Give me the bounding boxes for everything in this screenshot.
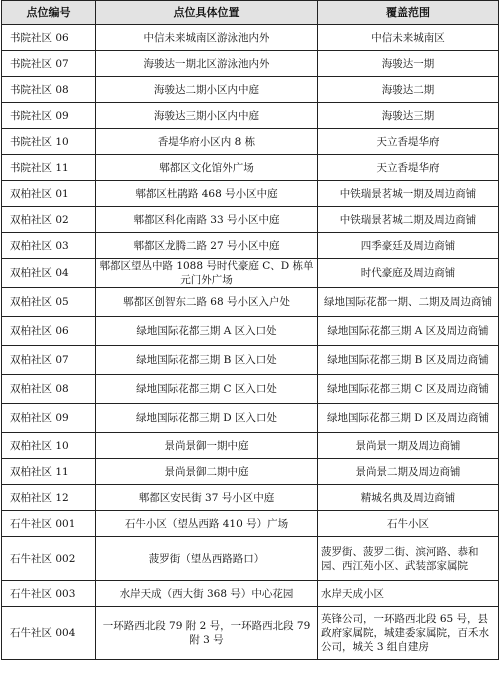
cell-location: 中信未来城南区游泳池内外: [96, 25, 318, 51]
cell-coverage: 海骏达二期: [318, 77, 499, 103]
cell-location: 石牛小区（望丛西路 410 号）广场: [96, 511, 318, 537]
table-row: [2, 77, 499, 103]
cell-location: 郫都区龙腾二路 27 号小区中庭: [96, 233, 318, 259]
cell-location: 郫都区杜鹃路 468 号小区中庭: [96, 181, 318, 207]
table-row: [2, 346, 499, 375]
cell-coverage: 景尚景一期及周边商铺: [318, 433, 499, 459]
cell-point-id: 双柏社区 03: [2, 233, 96, 259]
cell-location: 绿地国际花都三期 B 区入口处: [96, 346, 318, 375]
table-row: [2, 207, 499, 233]
cell-location: 海骏达二期小区内中庭: [96, 77, 318, 103]
cell-point-id: 石牛社区 003: [2, 581, 96, 607]
cell-location: 郫都区望丛中路 1088 号时代豪庭 C、D 栋单元门外广场: [96, 259, 318, 288]
table-row: [2, 404, 499, 433]
cell-point-id: 书院社区 06: [2, 25, 96, 51]
cell-location: 绿地国际花都三期 D 区入口处: [96, 404, 318, 433]
cell-coverage: 中铁瑞景茗城一期及周边商铺: [318, 181, 499, 207]
table-row: [2, 581, 499, 607]
cell-coverage: 景尚景二期及周边商铺: [318, 459, 499, 485]
cell-coverage: 绿地国际花都三期 B 区及周边商铺: [318, 346, 499, 375]
cell-point-id: 双柏社区 10: [2, 433, 96, 459]
table-row: [2, 51, 499, 77]
cell-coverage: 天立香堤华府: [318, 129, 499, 155]
cell-coverage: 水岸天成小区: [318, 581, 499, 607]
table-row: [2, 375, 499, 404]
table-row: [2, 129, 499, 155]
cell-point-id: 书院社区 09: [2, 103, 96, 129]
cell-location: 水岸天成（西大街 368 号）中心花园: [96, 581, 318, 607]
cell-point-id: 双柏社区 07: [2, 346, 96, 375]
cell-coverage: 绿地国际花都三期 A 区及周边商铺: [318, 317, 499, 346]
cell-location: 景尚景御一期中庭: [96, 433, 318, 459]
cell-location: 郫都区科化南路 33 号小区中庭: [96, 207, 318, 233]
cell-coverage: 时代豪庭及周边商铺: [318, 259, 499, 288]
cell-coverage: 海骏达三期: [318, 103, 499, 129]
table-row: [2, 459, 499, 485]
cell-coverage: 中铁瑞景茗城二期及周边商铺: [318, 207, 499, 233]
cell-location: 菠罗街（望丛西路路口）: [96, 537, 318, 581]
cell-point-id: 双柏社区 04: [2, 259, 96, 288]
header-coverage: 覆盖范围: [318, 1, 499, 25]
cell-point-id: 双柏社区 11: [2, 459, 96, 485]
cell-location: 海骏达三期小区内中庭: [96, 103, 318, 129]
cell-point-id: 双柏社区 08: [2, 375, 96, 404]
cell-coverage: 四季豪廷及周边商铺: [318, 233, 499, 259]
table-row: [2, 511, 499, 537]
cell-point-id: 双柏社区 06: [2, 317, 96, 346]
cell-point-id: 石牛社区 004: [2, 607, 96, 660]
table-row: [2, 433, 499, 459]
cell-coverage: 石牛小区: [318, 511, 499, 537]
table-row: [2, 537, 499, 581]
cell-location: 郫都区文化馆外广场: [96, 155, 318, 181]
cell-coverage: 海骏达一期: [318, 51, 499, 77]
cell-location: 一环路西北段 79 附 2 号，一环路西北段 79 附 3 号: [96, 607, 318, 660]
cell-point-id: 双柏社区 05: [2, 288, 96, 317]
monitoring-points-table: [1, 0, 499, 660]
cell-coverage: 天立香堤华府: [318, 155, 499, 181]
cell-point-id: 双柏社区 09: [2, 404, 96, 433]
cell-location: 景尚景御二期中庭: [96, 459, 318, 485]
table-row: [2, 288, 499, 317]
cell-location: 海骏达一期北区游泳池内外: [96, 51, 318, 77]
cell-location: 郫都区创智东二路 68 号小区入户处: [96, 288, 318, 317]
cell-location: 绿地国际花都三期 A 区入口处: [96, 317, 318, 346]
cell-coverage: 绿地国际花都三期 D 区及周边商铺: [318, 404, 499, 433]
cell-point-id: 书院社区 10: [2, 129, 96, 155]
table-row: [2, 155, 499, 181]
header-point-id: 点位编号: [2, 1, 96, 25]
header-location: 点位具体位置: [96, 1, 318, 25]
cell-coverage: 绿地国际花都一期、二期及周边商铺: [318, 288, 499, 317]
table-row: [2, 317, 499, 346]
cell-point-id: 书院社区 07: [2, 51, 96, 77]
cell-coverage: 菠罗街、菠罗二街、滨河路、恭和园、西江苑小区、武装部家属院: [318, 537, 499, 581]
cell-coverage: 中信未来城南区: [318, 25, 499, 51]
cell-coverage: 绿地国际花都三期 C 区及周边商铺: [318, 375, 499, 404]
cell-point-id: 书院社区 08: [2, 77, 96, 103]
table-header-row: [2, 1, 499, 25]
table-row: [2, 233, 499, 259]
table-row: [2, 103, 499, 129]
cell-point-id: 石牛社区 002: [2, 537, 96, 581]
table-row: [2, 259, 499, 288]
cell-coverage: 英锋公司，一环路西北段 65 号，县政府家属院，城建委家属院，百禾水公司，城关 3 组自建房: [318, 607, 499, 660]
cell-location: 郫都区安民街 37 号小区中庭: [96, 485, 318, 511]
table-row: [2, 181, 499, 207]
cell-location: 香堤华府小区内 8 栋: [96, 129, 318, 155]
table-row: [2, 25, 499, 51]
cell-point-id: 石牛社区 001: [2, 511, 96, 537]
cell-point-id: 双柏社区 12: [2, 485, 96, 511]
cell-location: 绿地国际花都三期 C 区入口处: [96, 375, 318, 404]
cell-point-id: 书院社区 11: [2, 155, 96, 181]
cell-coverage: 精城名典及周边商铺: [318, 485, 499, 511]
cell-point-id: 双柏社区 01: [2, 181, 96, 207]
table-row: [2, 485, 499, 511]
table-row: [2, 607, 499, 660]
cell-point-id: 双柏社区 02: [2, 207, 96, 233]
